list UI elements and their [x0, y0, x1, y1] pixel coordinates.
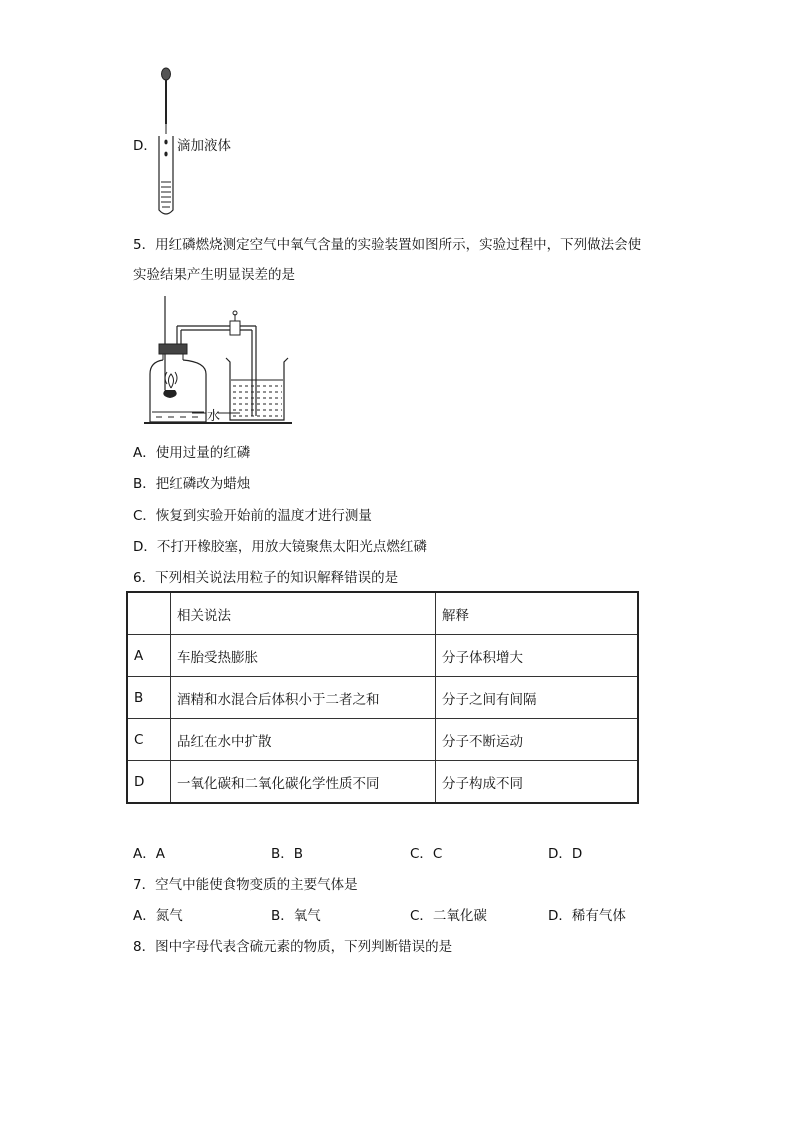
- water-label: 水: [207, 409, 221, 424]
- option-letter: D．: [133, 138, 157, 154]
- question-stem: 7．空气中能使食物变质的主要气体是: [133, 877, 358, 893]
- question-stem-line1: 5．用红磷燃烧测定空气中氧气含量的实验装置如图所示，实验过程中，下列做法会使: [133, 237, 642, 253]
- table-row: [127, 761, 638, 804]
- table-cell: 车胎受热膨胀: [171, 635, 436, 677]
- table-cell: 一氧化碳和二氧化碳化学性质不同: [171, 761, 436, 804]
- option-c: C．C: [410, 846, 443, 862]
- option-b: B．把红磷改为蜡烛: [133, 476, 251, 492]
- table-row: [127, 677, 638, 719]
- explanation-table: [126, 591, 639, 804]
- table-cell: 分子不断运动: [436, 719, 639, 761]
- option-d: D．不打开橡胶塞，用放大镜聚焦太阳光点燃红磷: [133, 539, 427, 555]
- table-row: [127, 635, 638, 677]
- option-d: D．稀有气体: [548, 908, 626, 924]
- table-cell: 分子构成不同: [436, 761, 639, 804]
- option-b: B．氧气: [271, 908, 321, 924]
- table-header-cell: 解释: [436, 592, 639, 635]
- table-cell: D: [127, 761, 171, 804]
- question-stem: 8．图中字母代表含硫元素的物质，下列判断错误的是: [133, 939, 453, 955]
- option-b: B．B: [271, 846, 304, 862]
- question-stem: 6．下列相关说法用粒子的知识解释错误的是: [133, 570, 399, 586]
- table-cell: C: [127, 719, 171, 761]
- table-cell: 品红在水中扩散: [171, 719, 436, 761]
- table-header-row: [127, 592, 638, 635]
- table-cell: B: [127, 677, 171, 719]
- option-a: A．A: [133, 846, 165, 862]
- option-text: 滴加液体: [177, 138, 231, 154]
- table-cell: 分子体积增大: [436, 635, 639, 677]
- table-cell: A: [127, 635, 171, 677]
- option-c: C．恢复到实验开始前的温度才进行测量: [133, 508, 372, 524]
- table-header-cell: [127, 592, 171, 635]
- table-header-cell: 相关说法: [171, 592, 436, 635]
- question-stem-line2: 实验结果产生明显误差的是: [133, 267, 295, 283]
- table-row: [127, 719, 638, 761]
- table-cell: 分子之间有间隔: [436, 677, 639, 719]
- option-a: A．使用过量的红磷: [133, 445, 251, 461]
- option-d: D．D: [548, 846, 583, 862]
- table-cell: 酒精和水混合后体积小于二者之和: [171, 677, 436, 719]
- option-c: C．二氧化碳: [410, 908, 487, 924]
- option-a: A．氮气: [133, 908, 183, 924]
